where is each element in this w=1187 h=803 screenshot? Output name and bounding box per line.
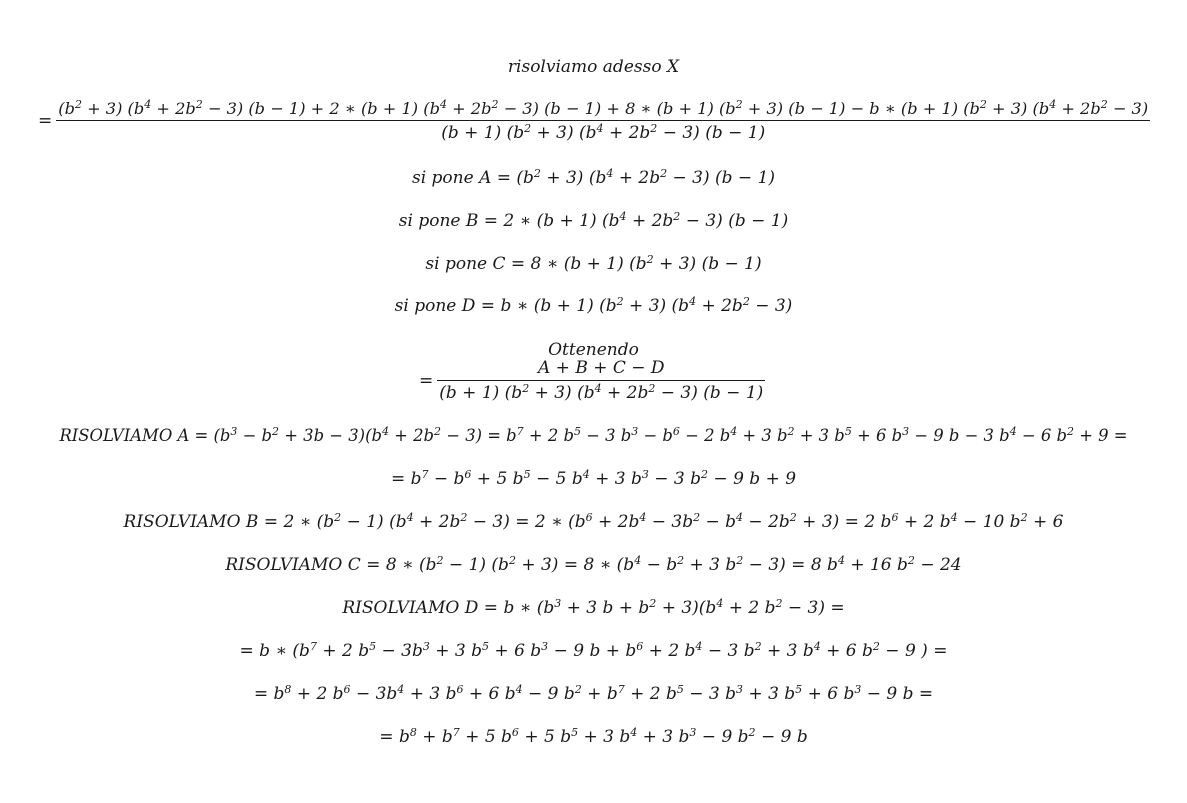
fraction-main <box>38 99 1150 143</box>
solution-b: RISOLVIAMO B = 2 ∗ $(b^2 - 1) (b^4 + 2b^2 - 3) = 2$ ∗ $(b^6 + 2b^4 - 3b^2 - b^4 - 2b^2 + 3) = 2$ $b^6 + 2$ $b^4 - 10$ $b^2 + 6$ <box>123 511 1064 532</box>
fraction-result <box>419 358 765 403</box>
definition-d: si pone D = b ∗ (b + 1) $(b^2 + 3) (b^4 + 2b^2 - 3)$ <box>394 295 793 316</box>
solution-d-line-1: RISOLVIAMO D = b ∗ ($b^3 + 3$ $b + b^2 + 3)(b^4 + 2$ $b^2 - 3$) = <box>342 597 845 618</box>
solution-a-line-2: = $b^7 - b^6 + 5$ $b^5 - 5$ $b^4 + 3$ $b^3 - 3$ $b^2 - 9$ b + 9 <box>390 468 797 489</box>
fraction-body <box>56 99 1150 143</box>
solution-d-line-4: = $b^8 + b^7 + 5$ $b^6 + 5$ $b^5 + 3$ $b^4 + 3$ $b^3 - 9$ $b^2 - 9$ b <box>379 726 808 747</box>
fraction-denominator: (b + 1) $(b^2 + 3) (b^4 + 2b^2 - 3) (b - 1)$ <box>56 120 1150 143</box>
definition-c: si pone C = 8 ∗ (b + 1) $(b^2 + 3) (b - 1)$ <box>425 253 762 274</box>
solution-a-line-1: RISOLVIAMO $A = (b^3 - b^2 + 3b - 3)(b^4 + 2b^2 - 3) = b^7 + 2$ $b^5 - 3$ $b^3 - b^6 - 2$ $b^4 + 3$ $b^2 + 3$ $b^5 + 6$ $b^3 - 9$ b − 3 $b^4 - 6$ $b^2 + 9$ = <box>59 425 1128 445</box>
solution-c: RISOLVIAMO C = 8 ∗ $(b^2 - 1) (b^2 + 3) = 8$ ∗ ($b^4 - b^2 + 3$ $b^2 - 3) = 8$ $b^4 + 16$ $b^2 - 24$ <box>225 554 962 575</box>
fraction-numerator: A + B + C − D <box>537 358 665 378</box>
fraction-denominator: (b + 1) $(b^2 + 3) (b^4 + 2b^2 - 3) (b - 1)$ <box>439 382 764 403</box>
equals-sign: = <box>419 370 434 391</box>
solution-d-line-2: = b ∗ ($b^7 + 2$ $b^5 - 3b^3 + 3$ $b^5 + 6$ $b^3 - 9$ $b + b^6 + 2$ $b^4 - 3$ $b^2 + 3$ $b^4 + 6$ $b^2 - 9$ ) = <box>239 640 948 661</box>
equals-sign: = <box>38 111 53 131</box>
solution-d-line-3: = $b^8 + 2$ $b^6 - 3b^4 + 3$ $b^6 + 6$ $b^4 - 9$ $b^2 + b^7 + 2$ $b^5 - 3$ $b^3 + 3$ $b^5 + 6$ $b^3 - 9$ b = <box>253 683 934 704</box>
definition-a: si pone $A = (b^2 + 3) (b^4 + 2b^2 - 3) (b - 1)$ <box>411 167 776 188</box>
fraction-body <box>437 358 765 403</box>
fraction-numerator: $(b^2 + 3) (b^4 + 2b^2 - 3) (b - 1) + 2$ ∗ (b + 1) $(b^4 + 2b^2 - 3) (b - 1) + 8$ ∗ (b + 1) $(b^2 + 3) (b - 1) - b$ ∗ (b + 1) $(b^2 + 3) (b^4 + 2b^2 - 3)$ <box>58 98 1149 118</box>
obtaining-label: Ottenendo <box>548 340 639 360</box>
definition-b: si pone B = 2 ∗ (b + 1) $(b^4 + 2b^2 - 3) (b - 1)$ <box>398 210 789 231</box>
heading: risolviamo adesso X <box>507 57 680 77</box>
